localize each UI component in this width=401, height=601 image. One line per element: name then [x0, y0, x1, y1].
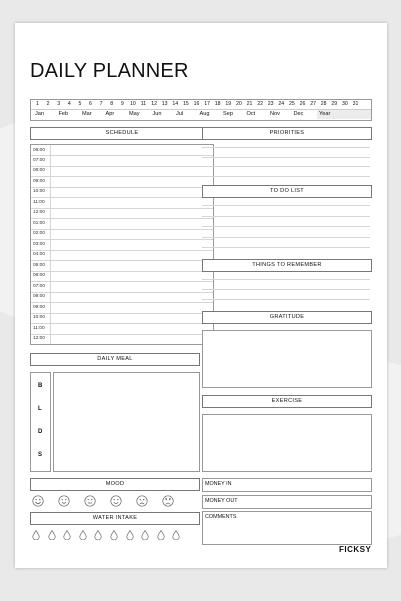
calendar-day[interactable]: 24 [278, 101, 285, 107]
money-out-label: MONEY OUT [205, 498, 238, 504]
writing-line [202, 205, 370, 206]
schedule-line [31, 155, 213, 156]
calendar-day[interactable]: 1 [36, 101, 39, 107]
calendar-day[interactable]: 17 [204, 101, 210, 107]
calendar-month[interactable]: Dec [293, 111, 304, 117]
schedule-time: 04:00 [33, 252, 46, 258]
calendar-day[interactable]: 5 [78, 101, 82, 107]
schedule-line [31, 323, 213, 324]
water-drop-icon[interactable] [141, 530, 149, 540]
water-drop-icon[interactable] [110, 530, 118, 540]
meal-letters-box [30, 372, 51, 472]
neutral-face-icon[interactable] [84, 495, 96, 507]
schedule-line [31, 229, 213, 230]
writing-line [202, 176, 370, 177]
water-drop-icon[interactable] [126, 530, 134, 540]
water-drop-icon[interactable] [32, 530, 40, 540]
calendar-day[interactable]: 16 [193, 101, 200, 107]
schedule-line [31, 334, 213, 335]
exercise-box[interactable] [202, 414, 372, 472]
daily-meal-header: DAILY MEAL [30, 353, 200, 366]
water-intake-header: WATER INTAKE [30, 512, 200, 525]
todo-header: TO DO LIST [202, 185, 372, 198]
calendar-month[interactable]: Mar [82, 111, 92, 117]
date-strip [30, 99, 372, 121]
schedule-time: 09:00 [33, 304, 46, 310]
water-drop-icon[interactable] [172, 530, 180, 540]
calendar-day[interactable]: 21 [246, 101, 253, 107]
writing-line [202, 216, 370, 217]
money-in-label: MONEY IN [205, 481, 232, 487]
schedule-time: 07:00 [33, 283, 46, 289]
angry-face-icon[interactable] [162, 495, 174, 507]
calendar-month[interactable]: Jan [35, 111, 45, 117]
calendar-day[interactable]: 23 [267, 101, 274, 107]
meal-letter: D [38, 429, 43, 435]
calendar-day[interactable]: 29 [331, 101, 338, 107]
calendar-day[interactable]: 20 [236, 101, 242, 107]
calendar-day[interactable]: 14 [172, 101, 179, 107]
meal-notes-box[interactable] [53, 372, 200, 472]
water-drop-icon[interactable] [94, 530, 102, 540]
schedule-time: 10:00 [33, 315, 46, 321]
calendar-day[interactable]: 3 [57, 101, 61, 107]
schedule-time: 11:00 [33, 199, 45, 205]
calendar-day[interactable]: 11 [140, 101, 147, 107]
planner-sheet [15, 23, 387, 568]
schedule-time: 09:00 [33, 178, 46, 184]
calendar-month[interactable]: Aug [199, 111, 210, 117]
schedule-time: 12:00 [33, 336, 46, 342]
schedule-time: 07:00 [33, 157, 46, 163]
schedule-time: 05:00 [33, 262, 46, 268]
calendar-month[interactable]: Apr [105, 111, 115, 117]
schedule-line [31, 271, 213, 272]
meal-letter: S [38, 452, 43, 458]
months-row [31, 110, 371, 119]
calendar-month[interactable]: Oct [246, 111, 256, 117]
schedule-line [31, 260, 213, 261]
schedule-line [31, 239, 213, 240]
water-drop-icon[interactable] [157, 530, 165, 540]
calendar-month[interactable]: Feb [58, 111, 69, 117]
calendar-day[interactable]: 13 [161, 101, 168, 107]
calendar-month[interactable]: Jul [176, 111, 184, 117]
calendar-day[interactable]: 22 [257, 101, 263, 107]
calendar-month[interactable]: Nov [270, 111, 280, 117]
meal-letter: B [38, 383, 43, 389]
calendar-day[interactable]: 19 [225, 101, 232, 107]
calendar-month[interactable]: Jun [152, 111, 162, 117]
calendar-day[interactable]: 9 [120, 101, 124, 107]
calendar-day[interactable]: 12 [151, 101, 157, 107]
brand-logo: FICKSY [339, 545, 372, 554]
schedule-divider [50, 145, 51, 344]
writing-line [202, 279, 370, 280]
schedule-line [31, 302, 213, 303]
schedule-line [31, 208, 213, 209]
schedule-header: SCHEDULE [30, 127, 214, 140]
calendar-day[interactable]: 18 [214, 101, 221, 107]
schedule-time: 08:00 [33, 168, 46, 174]
schedule-line [31, 197, 213, 198]
writing-line [202, 226, 370, 227]
water-drop-icon[interactable] [63, 530, 71, 540]
schedule-time: 01:00 [33, 220, 46, 226]
calendar-day[interactable]: 15 [183, 101, 189, 107]
page-title: DAILY PLANNER [30, 60, 189, 82]
schedule-time: 06:00 [33, 273, 46, 279]
schedule-time: 02:00 [33, 231, 46, 237]
schedule-time: 11:00 [33, 325, 45, 331]
exercise-header: EXERCISE [202, 395, 372, 408]
writing-line [202, 299, 370, 300]
schedule-line [31, 176, 213, 177]
priorities-header: PRIORITIES [202, 127, 372, 140]
calendar-day[interactable]: 6 [89, 101, 92, 107]
comments-field[interactable] [202, 511, 372, 545]
smiling-face-icon[interactable] [110, 495, 122, 507]
calendar-day[interactable]: 7 [99, 101, 103, 107]
writing-line [202, 166, 370, 167]
calendar-day[interactable]: 10 [130, 101, 136, 107]
gratitude-box[interactable] [202, 330, 372, 388]
calendar-day[interactable]: 2 [46, 101, 50, 107]
schedule-time: 10:00 [33, 189, 46, 195]
schedule-line [31, 187, 213, 188]
water-drop-icon[interactable] [48, 530, 56, 540]
writing-line [202, 289, 370, 290]
calendar-day[interactable]: 26 [299, 101, 306, 107]
calendar-day[interactable]: 31 [352, 101, 359, 107]
meal-letter: L [38, 406, 42, 412]
calendar-day[interactable]: 25 [289, 101, 295, 107]
schedule-line [31, 250, 213, 251]
writing-line [202, 147, 370, 148]
calendar-day[interactable]: 8 [110, 101, 114, 107]
sad-face-icon[interactable] [136, 495, 148, 507]
schedule-time: 08:00 [33, 294, 46, 300]
calendar-day[interactable]: 4 [67, 101, 71, 107]
water-drop-icon[interactable] [79, 530, 87, 540]
happy-face-icon[interactable] [58, 495, 70, 507]
writing-line [202, 247, 370, 248]
very-happy-face-icon[interactable] [32, 495, 44, 507]
writing-line [202, 157, 370, 158]
money-in-field[interactable] [202, 478, 372, 492]
comments-label: COMMENTS [205, 514, 237, 520]
calendar-day[interactable]: 27 [310, 101, 316, 107]
calendar-day[interactable]: 28 [320, 101, 327, 107]
calendar-day[interactable]: 30 [342, 101, 348, 107]
schedule-time: 06:00 [33, 147, 46, 153]
gratitude-header: GRATITUDE [202, 311, 372, 324]
year-label: Year [319, 111, 331, 117]
calendar-month[interactable]: May [129, 111, 140, 117]
things-to-remember-header: THINGS TO REMEMBER [202, 259, 372, 272]
day-numbers-row [31, 100, 371, 110]
schedule-line [31, 218, 213, 219]
schedule-time: 03:00 [33, 241, 46, 247]
mood-header: MOOD [30, 478, 200, 491]
writing-line [202, 237, 370, 238]
schedule-grid[interactable] [30, 144, 214, 345]
calendar-month[interactable]: Sep [223, 111, 233, 117]
schedule-line [31, 281, 213, 282]
money-out-field[interactable] [202, 495, 372, 509]
schedule-line [31, 166, 213, 167]
schedule-line [31, 313, 213, 314]
schedule-time: 12:00 [33, 210, 46, 216]
schedule-line [31, 292, 213, 293]
